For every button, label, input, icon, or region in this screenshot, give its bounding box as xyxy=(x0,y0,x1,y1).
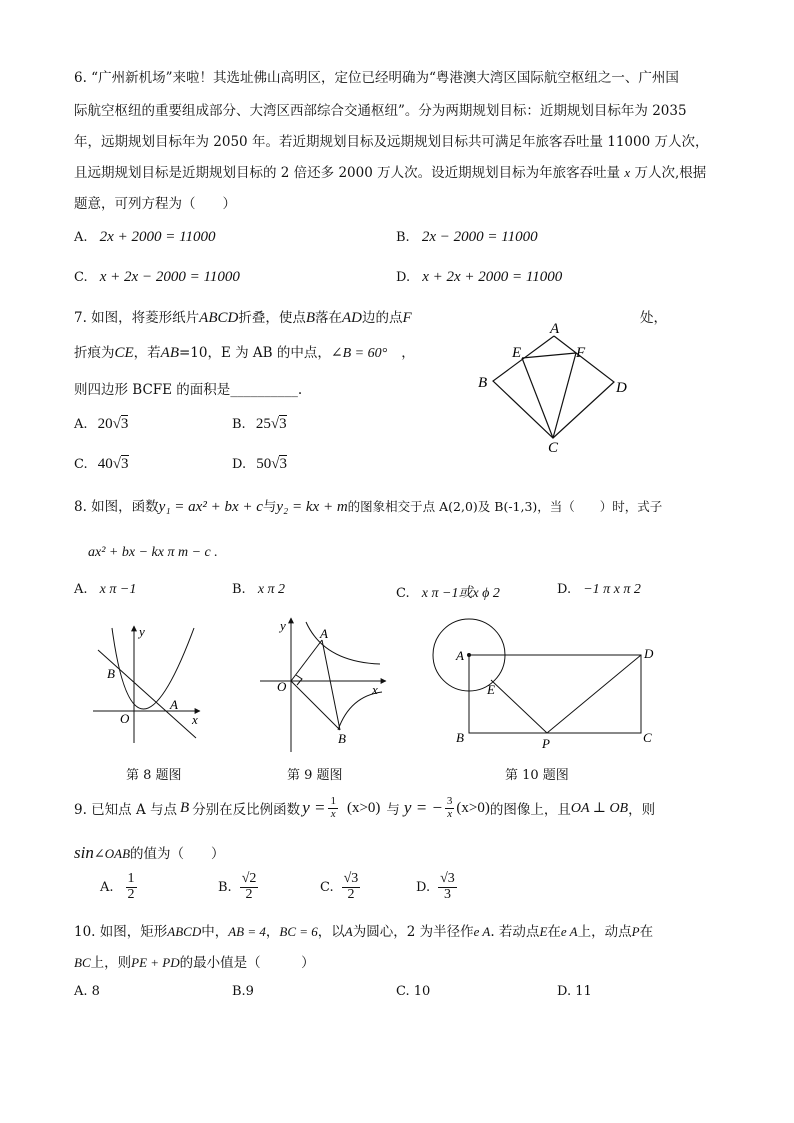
fig9-graph xyxy=(254,614,394,754)
func2-domain: (x>0) xyxy=(456,799,490,816)
math-angle: ∠OAB xyxy=(93,846,131,861)
option-expr: 2x − 2000 = 11000 xyxy=(421,229,538,245)
math-eq2: y₂ = kx + m xyxy=(276,499,348,515)
label-f: F xyxy=(576,345,586,361)
label-a: A xyxy=(550,321,560,337)
numerator: √3 xyxy=(440,871,455,886)
option-letter: D. xyxy=(557,582,572,597)
text: 8. 如图，函数 xyxy=(74,499,159,515)
text: 的最小值是（ ） xyxy=(179,955,315,971)
math: ABCD xyxy=(199,310,239,326)
text: 上，则 xyxy=(90,955,132,971)
q10-option-c[interactable]: C. 10 xyxy=(396,984,431,999)
func1-fraction xyxy=(328,796,338,820)
text: 在 xyxy=(547,924,561,940)
option-letter: B. xyxy=(396,230,410,245)
option-expr: −1 π x π 2 xyxy=(583,582,641,597)
right-angle-mark xyxy=(296,675,302,685)
option-letter: A. xyxy=(100,879,114,895)
q10-option-a[interactable]: A. 8 xyxy=(74,984,100,999)
math: e A xyxy=(473,924,491,939)
text: 则四边形 BCFE 的面积是 xyxy=(74,382,231,398)
fig9-label-a: A xyxy=(320,626,328,641)
option-expr: x π −1 xyxy=(99,582,137,597)
center-dot xyxy=(467,653,471,657)
option-letter: B. xyxy=(232,582,246,597)
q6-option-d[interactable] xyxy=(396,269,562,286)
fig10-label-b: B xyxy=(456,730,464,745)
numerator: √3 xyxy=(343,871,359,886)
q8-option-c[interactable] xyxy=(396,582,500,602)
numerator: 1 xyxy=(127,871,135,886)
text: 与 xyxy=(386,802,400,819)
option-letter: B. xyxy=(218,879,232,895)
text: 上，动点 xyxy=(577,924,632,940)
math: e A xyxy=(560,924,578,939)
text: 分别在反比例函数 xyxy=(192,802,301,819)
q9-option-a[interactable] xyxy=(100,872,137,902)
q7-line-2 xyxy=(74,341,415,362)
denominator: x xyxy=(447,807,453,820)
q7-rhombus-figure xyxy=(470,318,640,454)
fig8-label-y: y xyxy=(139,624,145,639)
text: 9. 已知点 A 与点 xyxy=(74,802,178,819)
text: 7. 如图，将菱形纸片 xyxy=(74,310,200,326)
func2-lhs: y = − xyxy=(403,798,443,818)
text: 折痕为 xyxy=(74,345,115,361)
text: 的值为（ ） xyxy=(130,846,225,862)
option-letter: D. xyxy=(416,879,431,895)
math-expression: ax² + bx − kx π m − c . xyxy=(88,545,218,560)
fig9-label-b: B xyxy=(338,731,346,746)
segment-ab xyxy=(322,640,340,730)
q9-option-c[interactable] xyxy=(320,872,360,902)
option-radicand: 3 xyxy=(279,416,287,432)
q6-line-4-text: 且远期规划目标是近期规划目标的 2 倍还多 2000 万人次。设近期规划目标为年旅客吞吐量 xyxy=(74,165,621,181)
math-sin: sin xyxy=(74,843,94,862)
option-expr: 2x + 2000 = 11000 xyxy=(99,229,216,245)
fig10-graph xyxy=(428,618,668,754)
q7-line-1-end: 处， xyxy=(640,310,667,326)
text: 与 xyxy=(262,499,277,515)
q7-option-a[interactable] xyxy=(74,416,128,433)
option-coef: 50 xyxy=(256,456,272,472)
fig9-label-o: O xyxy=(277,679,287,694)
label-b: B xyxy=(478,375,488,391)
q8-option-d[interactable] xyxy=(557,582,641,598)
segment-fc xyxy=(553,353,576,438)
answer-blank: __________. xyxy=(230,382,303,398)
q6-option-a[interactable] xyxy=(74,229,215,246)
fig9-label-y: y xyxy=(280,618,286,633)
q8-option-a[interactable] xyxy=(74,582,136,598)
math: PE + PD xyxy=(131,955,180,970)
fig10-label-e: E xyxy=(487,682,495,697)
q9-option-d[interactable] xyxy=(416,872,457,902)
q6-line-1: 6. “广州新机场”来啦！其选址佛山高明区，定位已经明确为“粤港澳大湾区国际航空枢纽之一、广州国 xyxy=(74,70,679,86)
q8-line-1 xyxy=(74,495,662,516)
segment-pd xyxy=(547,655,641,733)
q9-option-b[interactable] xyxy=(218,872,258,902)
math: B xyxy=(305,310,316,326)
math: CE xyxy=(114,345,134,361)
math: B xyxy=(180,799,190,816)
label-e: E xyxy=(512,345,522,361)
fig8-caption: 第 8 题图 xyxy=(126,768,182,783)
text: ， xyxy=(401,345,415,361)
q7-line-1 xyxy=(74,306,412,327)
numerator: 3 xyxy=(446,795,453,807)
denominator: 2 xyxy=(347,886,355,902)
option-expr: x π 2 xyxy=(257,582,286,597)
option-expr: x π −1或x ϕ 2 xyxy=(421,586,500,601)
option-coef: 20 xyxy=(97,416,113,432)
segment-ob xyxy=(291,681,340,730)
text: 10. 如图，矩形 xyxy=(74,924,168,940)
text: 落在 xyxy=(315,310,343,326)
math: BC xyxy=(74,955,91,970)
option-fraction xyxy=(438,872,457,902)
text: . 若动点 xyxy=(490,924,540,940)
q6-line-2: 际航空枢纽的重要组成部分、大湾区西部综合交通枢纽”。分为两期规划目标：近期规划目标年为 2035 xyxy=(74,103,687,119)
option-letter: C. xyxy=(396,586,410,601)
denominator: 2 xyxy=(245,886,253,902)
sqrt-icon: √ xyxy=(112,456,121,472)
math: ABCD xyxy=(167,924,202,939)
sqrt-icon: √ xyxy=(270,416,280,432)
hyperbola-positive xyxy=(306,622,380,664)
text: ， xyxy=(265,924,280,940)
q6-option-b[interactable] xyxy=(396,229,538,246)
hyperbola-negative xyxy=(338,692,382,730)
option-coef: 25 xyxy=(255,416,271,432)
numerator: 1 xyxy=(330,795,336,807)
denominator: 3 xyxy=(443,886,451,902)
math: BC = 6 xyxy=(279,924,318,939)
fig10-label-c: C xyxy=(643,730,652,745)
q6-line-4-tail: 万人次,根据 xyxy=(634,165,707,181)
option-fraction xyxy=(240,872,259,902)
sqrt-icon: √ xyxy=(112,416,121,432)
func2-fraction xyxy=(445,796,455,820)
math: ∠B = 60° xyxy=(330,346,388,361)
option-letter: B. xyxy=(232,417,246,432)
text: 的图象相交于点 A(2,0)及 B(-1,3)，当（ ）时，式子 xyxy=(347,499,663,514)
q6-option-c[interactable] xyxy=(74,269,240,286)
option-letter: A. xyxy=(74,230,88,245)
option-expr: x + 2x − 2000 = 11000 xyxy=(99,269,240,285)
math-eq1: y₁ = ax² + bx + c xyxy=(158,499,263,515)
q7-option-c[interactable] xyxy=(74,456,129,473)
option-fraction xyxy=(126,872,137,902)
text: 在 xyxy=(639,924,654,940)
q6-line-3: 年，远期规划目标年为 2050 年。若近期规划目标及远期规划目标共可满足年旅客吞吐量 11000 万人次， xyxy=(74,134,709,150)
text: =10，E 为 AB 的中点， xyxy=(179,345,331,361)
q8-option-b[interactable] xyxy=(232,582,285,598)
math: AB xyxy=(160,345,179,361)
numerator: √2 xyxy=(241,871,257,886)
text: ，则 xyxy=(628,802,656,819)
text: 折叠，使点 xyxy=(238,310,306,326)
text: 中， xyxy=(201,924,229,940)
option-letter: C. xyxy=(320,879,334,895)
q7-option-b[interactable] xyxy=(232,416,287,433)
sqrt-icon: √ xyxy=(271,456,280,472)
option-radicand: 3 xyxy=(121,456,129,472)
q7-option-d[interactable] xyxy=(232,456,287,473)
fig10-caption: 第 10 题图 xyxy=(505,768,569,783)
option-letter: C. xyxy=(74,457,88,472)
text: ，以 xyxy=(317,924,345,940)
option-letter: D. xyxy=(232,457,247,472)
fig8-label-x: x xyxy=(192,712,198,727)
option-letter: A. xyxy=(74,582,88,597)
crease-ce xyxy=(522,358,553,438)
option-letter: A. xyxy=(74,417,88,432)
option-radicand: 3 xyxy=(120,416,129,432)
q9-line-1 xyxy=(74,796,655,820)
label-c: C xyxy=(548,440,559,454)
text: ，若 xyxy=(133,345,161,361)
fig8-label-a: A xyxy=(170,697,178,712)
q10-option-b[interactable]: B.9 xyxy=(232,984,254,999)
fig8-label-b: B xyxy=(107,666,115,681)
q7-line-3 xyxy=(74,378,302,398)
line-y2 xyxy=(98,650,196,738)
q10-line-1 xyxy=(74,920,653,940)
func1-lhs: y = xyxy=(302,798,326,818)
fig8-graph xyxy=(88,620,208,750)
q6-variable: x xyxy=(624,165,631,180)
math: AD xyxy=(342,310,363,326)
q10-line-2 xyxy=(74,951,315,971)
fig10-label-d: D xyxy=(644,646,654,661)
func1-domain: (x>0) xyxy=(346,799,381,816)
q6-line-4 xyxy=(74,161,706,181)
math: P xyxy=(631,924,640,939)
math: F xyxy=(402,310,412,326)
denominator: 2 xyxy=(127,886,135,902)
option-fraction xyxy=(342,872,361,902)
fig10-label-a: A xyxy=(456,648,464,663)
label-d: D xyxy=(616,380,627,396)
q6-line-5: 题意，可列方程为（ ） xyxy=(74,196,236,212)
text: 为圆心，2 为半径作 xyxy=(352,924,474,940)
parabola-y1 xyxy=(112,628,194,709)
math: AB = 4 xyxy=(228,924,266,939)
fig9-caption: 第 9 题图 xyxy=(287,768,343,783)
fig10-label-p: P xyxy=(542,736,550,751)
math: A xyxy=(344,924,353,939)
fig9-label-x: x xyxy=(372,682,378,697)
text: 的图像上，且 xyxy=(489,802,571,819)
q8-line-2 xyxy=(88,541,218,561)
option-radicand: 3 xyxy=(279,456,287,472)
fig8-label-o: O xyxy=(120,711,130,726)
math: OA ⊥ OB xyxy=(570,800,629,816)
option-letter: D. xyxy=(396,270,411,285)
q9-line-2 xyxy=(74,842,225,863)
math: E xyxy=(539,924,548,939)
option-expr: x + 2x + 2000 = 11000 xyxy=(422,269,563,285)
option-letter: C. xyxy=(74,270,88,285)
segment-oa xyxy=(291,640,322,681)
text: 边的点 xyxy=(362,310,403,326)
q10-option-d[interactable]: D. 11 xyxy=(557,984,592,999)
option-coef: 40 xyxy=(97,456,113,472)
segment-ep xyxy=(491,680,547,733)
denominator: x xyxy=(330,807,336,820)
